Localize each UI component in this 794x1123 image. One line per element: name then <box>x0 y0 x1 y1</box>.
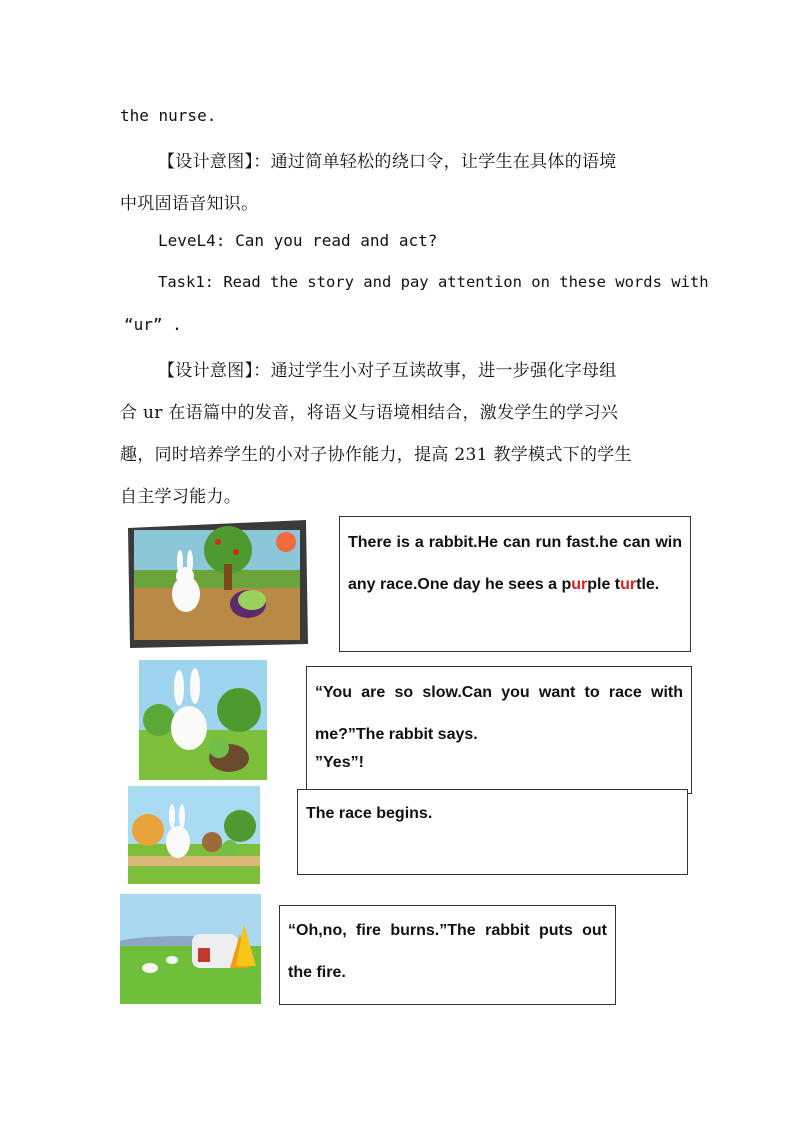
story-box-2 <box>306 666 692 794</box>
ur-highlight: ur <box>571 576 588 593</box>
fire-house-illustration <box>120 894 261 1004</box>
design-intent-label: 【设计意图】： <box>158 152 271 172</box>
story-box-4 <box>279 905 616 1005</box>
story-text: tle. <box>636 576 660 593</box>
design-intent-1-line-b: 中巩固语音知识。 <box>120 194 259 214</box>
story-text: ”Yes”! <box>315 754 364 771</box>
rabbit-turtle-race-illustration <box>139 660 267 780</box>
story-text: “Oh,no, fire burns.”The rabbit puts out the fire. <box>288 922 607 981</box>
design-intent-text: 通过学生小对子互读故事，进一步强化字母组 <box>270 361 617 381</box>
design-intent-1-line-a <box>158 147 617 172</box>
story-text: There is a rabbit.He can run fast.he can win any race.One day he sees a p <box>348 534 682 593</box>
story-text: “You are so slow.Can you want to race with me?”The rabbit says. <box>315 684 683 743</box>
level4-heading: LeveL4: Can you read and act? <box>158 231 438 250</box>
ur-highlight: ur <box>620 576 637 593</box>
design-intent-label: 【设计意图】： <box>158 361 271 381</box>
task1-line-a: Task1: Read the story and pay attention on these words with <box>158 273 709 291</box>
text-line-nurse: the nurse. <box>120 106 217 125</box>
design-intent-2-line-a <box>158 356 617 381</box>
task1-line-b: “ur” . <box>124 315 182 334</box>
design-intent-2-line-c: 趣，同时培养学生的小对子协作能力，提高 231 教学模式下的学生 <box>120 445 632 465</box>
design-intent-text: 通过简单轻松的绕口令，让学生在具体的语境 <box>270 152 617 172</box>
story-text: The race begins. <box>306 805 433 822</box>
design-intent-2-line-d: 自主学习能力。 <box>120 487 242 507</box>
story-box-3 <box>297 789 688 875</box>
animals-race-illustration <box>128 786 260 884</box>
rabbit-turtle-illustration <box>128 520 308 648</box>
design-intent-2-line-b: 合 ur 在语篇中的发音，将语义与语境相结合，激发学生的学习兴 <box>120 403 619 423</box>
story-box-1 <box>339 516 691 652</box>
story-text: ple t <box>587 576 621 593</box>
